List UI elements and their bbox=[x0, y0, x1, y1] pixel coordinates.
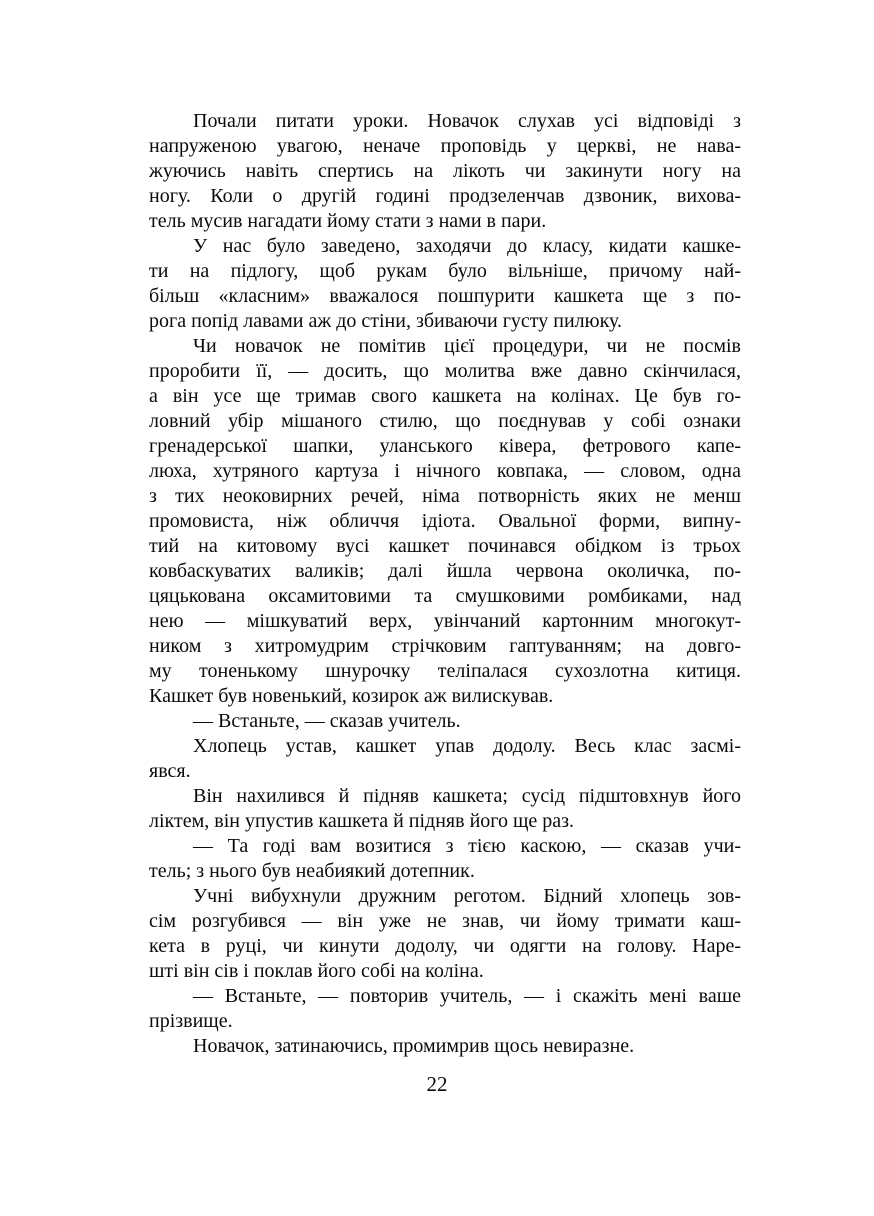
paragraph bbox=[149, 784, 741, 834]
text-line: сім розгубився — він уже не знав, чи йому тримати каш- bbox=[149, 910, 741, 932]
text-line: — Встаньте, — сказав учитель. bbox=[193, 710, 461, 732]
text-line: прізвище. bbox=[149, 1010, 233, 1032]
paragraph bbox=[149, 109, 741, 234]
text-line: Кашкет був новенький, козирок аж вилискував. bbox=[149, 685, 554, 707]
text-line: му тоненькому шнурочку теліпалася сухозлотна китиця. bbox=[149, 660, 741, 682]
text-line: промовиста, ніж обличчя ідіота. Овальної форми, випну- bbox=[149, 510, 741, 532]
text-line: люха, хутряного картуза і нічного ковпака, — словом, одна bbox=[149, 460, 741, 482]
text-line: а він усе ще тримав свого кашкета на колінах. Це був го- bbox=[149, 385, 741, 407]
paragraph bbox=[149, 734, 741, 784]
text-line: тий на китовому вусі кашкет починався обідком із трьох bbox=[149, 535, 741, 557]
text-line: Учні вибухнули дружним реготом. Бідний хлопець зов- bbox=[193, 885, 741, 907]
text-line: жуючись навіть спертись на лікоть чи закинути ногу на bbox=[149, 160, 741, 182]
text-line: Хлопець устав, кашкет упав додолу. Весь клас засмі- bbox=[193, 735, 741, 757]
text-line: ти на підлогу, щоб рукам було вільніше, причому най- bbox=[149, 260, 741, 282]
text-line: Новачок, затинаючись, промимрив щось невиразне. bbox=[193, 1035, 635, 1057]
text-line: — Та годі вам возитися з тією каскою, — сказав учи- bbox=[193, 835, 741, 857]
text-line: гренадерської шапки, уланського ківера, фетрового капе- bbox=[149, 435, 741, 457]
text-line: напруженою увагою, неначе проповідь у церкві, не нава- bbox=[149, 135, 741, 157]
paragraph bbox=[149, 334, 741, 709]
text-line: цяцькована оксамитовими та смушковими ромбиками, над bbox=[149, 585, 741, 607]
page-number: 22 bbox=[426, 1072, 448, 1096]
text-line: ником з хитромудрим стрічковим гаптуванням; на довго- bbox=[149, 635, 741, 657]
text-line: проробити її, — досить, що молитва вже давно скінчилася, bbox=[149, 360, 741, 382]
paragraph bbox=[149, 709, 741, 734]
text-line: кета в руці, чи кинути додолу, чи одягти на голову. Наре- bbox=[149, 935, 741, 957]
text-block bbox=[149, 109, 741, 1059]
paragraph bbox=[149, 884, 741, 984]
text-line: ковбаскуватих валиків; далі йшла червона околичка, по- bbox=[149, 560, 741, 582]
text-line: тель; з нього був неабиякий дотепник. bbox=[149, 860, 475, 882]
text-line: рога попід лавами аж до стіни, збиваючи густу пилюку. bbox=[149, 310, 623, 332]
text-line: тель мусив нагадати йому стати з нами в пари. bbox=[149, 210, 547, 232]
text-line: більш «класним» вважалося пошпурити кашкета ще з по- bbox=[149, 285, 741, 307]
text-line: шті він сів і поклав його собі на коліна. bbox=[149, 960, 484, 982]
text-line: нею — мішкуватий верх, увінчаний картонним многокут- bbox=[149, 610, 741, 632]
text-line: з тих неоковирних речей, німа потворність яких не менш bbox=[149, 485, 741, 507]
text-line: Чи новачок не помітив цієї процедури, чи не посмів bbox=[193, 335, 741, 357]
text-line: — Встаньте, — повторив учитель, — і скажіть мені ваше bbox=[193, 985, 741, 1007]
paragraph bbox=[149, 234, 741, 334]
text-line: явся. bbox=[149, 760, 191, 782]
text-line: ловний убір мішаного стилю, що поєднував у собі ознаки bbox=[149, 410, 741, 432]
paragraph bbox=[149, 984, 741, 1034]
text-line: ногу. Коли о другій годині продзеленчав дзвоник, вихова- bbox=[149, 185, 741, 207]
text-line: Почали питати уроки. Новачок слухав усі відповіді з bbox=[193, 110, 741, 132]
text-line: ліктем, він упустив кашкета й підняв його ще раз. bbox=[149, 810, 575, 832]
paragraph bbox=[149, 834, 741, 884]
text-line: Він нахилився й підняв кашкета; сусід підштовхнув його bbox=[193, 785, 741, 807]
paragraph bbox=[149, 1034, 741, 1059]
text-line: У нас було заведено, заходячи до класу, кидати кашке- bbox=[193, 235, 741, 257]
